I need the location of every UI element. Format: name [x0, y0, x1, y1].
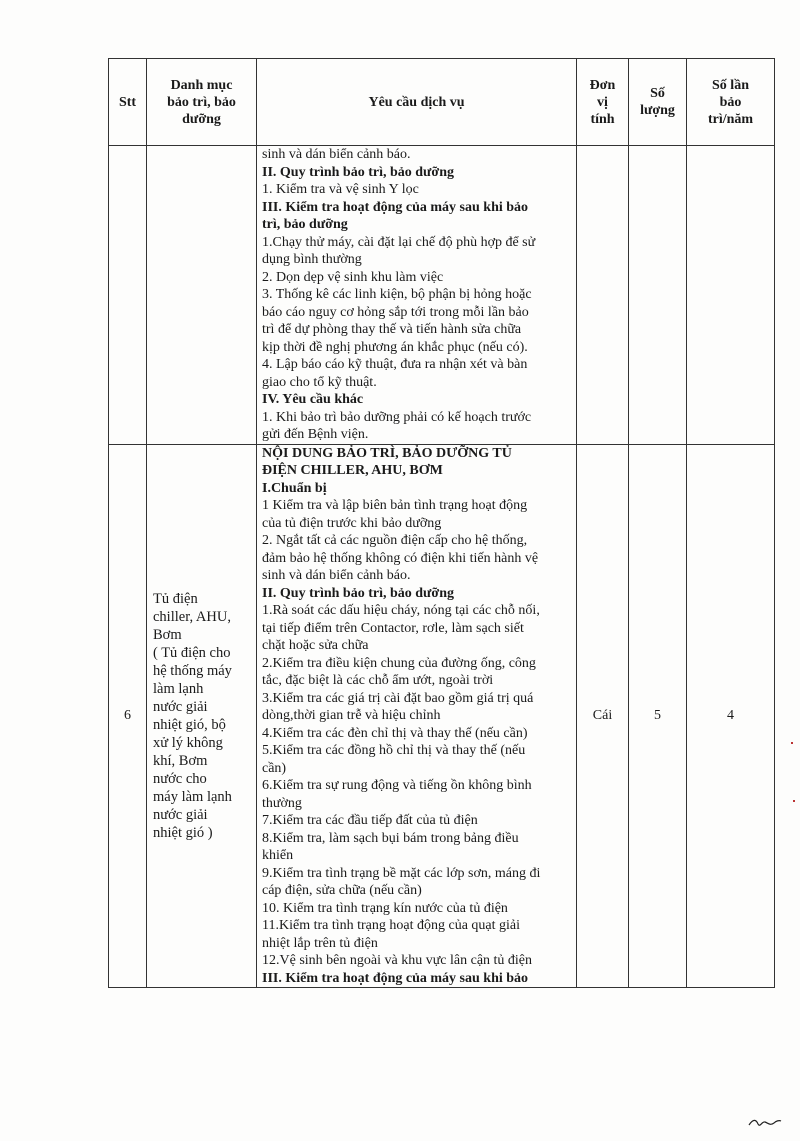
request-line: 4.Kiểm tra các đèn chỉ thị và thay thế (nếu cần) [262, 725, 528, 741]
section-heading: NỘI DUNG BẢO TRÌ, BẢO DƯỠNG TỦ [262, 445, 512, 461]
cell-stt: 6 [109, 444, 147, 988]
cell-quantity [629, 146, 687, 445]
cell-times: 4 [687, 444, 775, 988]
header-unit-line: vị [597, 94, 608, 110]
cell-request [257, 444, 577, 988]
header-unit [577, 59, 629, 146]
request-line: 2. Dọn dẹp vệ sinh khu làm việc [262, 269, 444, 285]
request-line: kịp thời đề nghị phương án khắc phục (nếu có). [262, 339, 528, 355]
section-heading: II. Quy trình bảo trì, bảo dưỡng [262, 585, 454, 601]
category-line: nước giải [153, 806, 208, 823]
request-line: sinh và dán biển cảnh báo. [262, 568, 411, 583]
request-line: 6.Kiểm tra sự rung động và tiếng ồn không bình [262, 778, 532, 793]
request-line: chặt hoặc sửa chữa [262, 638, 369, 653]
table-row [109, 146, 775, 445]
cell-unit [577, 146, 629, 445]
header-quantity-line: Số [650, 86, 665, 101]
section-heading: IV. Yêu cầu khác [262, 392, 364, 407]
request-line: cần) [262, 760, 287, 776]
header-stt: Stt [109, 59, 147, 146]
category-line: nhiệt gió ) [153, 824, 213, 841]
header-unit-line: Đơn [589, 77, 616, 93]
category-line: xử lý không [153, 734, 223, 751]
header-request: Yêu cầu dịch vụ [257, 59, 577, 146]
request-line: của tủ điện trước khi bảo dưỡng [262, 515, 442, 531]
section-heading: trì, bảo dưỡng [262, 217, 348, 232]
request-line: khiển [262, 848, 294, 863]
request-line: 1 Kiểm tra và lập biên bản tình trạng hoạt động [262, 498, 528, 513]
header-category [147, 59, 257, 146]
request-line: gửi đến Bệnh viện. [262, 427, 369, 442]
request-line: 1. Kiểm tra và vệ sinh Y lọc [262, 182, 419, 197]
category-line: máy làm lạnh [153, 788, 232, 805]
request-line: đảm bảo hệ thống không có điện khi tiến hành vệ [262, 550, 539, 566]
category-line: khí, Bơm [153, 752, 208, 769]
header-times-line: Số lần [712, 77, 749, 93]
header-unit-line: tính [590, 111, 615, 127]
request-line: 8.Kiểm tra, làm sạch bụi bám trong bảng điều [262, 830, 519, 846]
scan-speck [793, 800, 795, 802]
request-line: 3.Kiểm tra các giá trị cài đặt bao gồm giá trị quá [262, 690, 534, 706]
cell-category [147, 444, 257, 988]
request-line: 2. Ngắt tất cả các nguồn điện cấp cho hệ thống, [262, 533, 528, 548]
cell-request [257, 146, 577, 445]
request-line: 5.Kiểm tra các đồng hồ chỉ thị và thay thế (nếu [262, 743, 526, 758]
request-line: dòng,thời gian trễ và hiệu chỉnh [262, 708, 441, 723]
request-line: báo cáo nguy cơ hỏng sắp tới trong mỗi lần bảo [262, 304, 529, 320]
request-line: 7.Kiểm tra các đầu tiếp đất của tủ điện [262, 813, 478, 828]
request-line: dụng bình thường [262, 252, 362, 267]
cell-times [687, 146, 775, 445]
category-line: Bơm [153, 626, 182, 643]
category-line: nhiệt gió, bộ [153, 716, 226, 733]
request-line: trì để dự phòng thay thế và tiến hành sửa chữa [262, 322, 522, 337]
request-line: 4. Lập báo cáo kỹ thuật, đưa ra nhận xét và bàn [262, 357, 528, 372]
request-line: sinh và dán biển cảnh báo. [262, 147, 411, 162]
section-heading: III. Kiểm tra hoạt động của máy sau khi bảo [262, 970, 529, 986]
header-category-line: Danh mục [170, 77, 233, 93]
request-line: 9.Kiểm tra tình trạng bề mặt các lớp sơn, máng đi [262, 865, 541, 881]
request-line: 11.Kiểm tra tình trạng hoạt động của quạt giải [262, 918, 521, 933]
request-line: tắc, đặc biệt là các chỗ ẩm ướt, ngoài trời [262, 673, 494, 688]
section-heading: III. Kiểm tra hoạt động của máy sau khi bảo [262, 199, 529, 215]
request-line: giao cho tổ kỹ thuật. [262, 374, 377, 390]
cell-quantity: 5 [629, 444, 687, 988]
request-line: cáp điện, sửa chữa (nếu cần) [262, 883, 422, 898]
request-line: 3. Thống kê các linh kiện, bộ phận bị hỏng hoặc [262, 287, 532, 302]
header-times-line: bảo [719, 94, 742, 110]
section-heading: I.Chuẩn bị [262, 480, 327, 496]
category-line: nước cho [153, 770, 207, 787]
cell-stt [109, 146, 147, 445]
request-line: thường [262, 795, 302, 811]
header-times-line: trì/năm [707, 111, 754, 127]
header-category-line: dưỡng [182, 111, 221, 127]
cell-unit: Cái [577, 444, 629, 988]
request-line: 1. Khi bảo trì bảo dưỡng phải có kế hoạch trước [262, 409, 532, 425]
header-quantity [629, 59, 687, 146]
category-line: Tủ điện [153, 590, 198, 607]
request-line: nhiệt lắp trên tủ điện [262, 935, 378, 951]
section-heading: II. Quy trình bảo trì, bảo dưỡng [262, 164, 454, 180]
category-line: chiller, AHU, [153, 608, 231, 625]
category-line: ( Tủ điện cho [153, 644, 231, 661]
category-line: nước giải [153, 698, 208, 715]
request-line: 1.Chạy thử máy, cài đặt lại chế độ phù hợp để sử [262, 234, 536, 250]
category-line: làm lạnh [153, 680, 204, 697]
cell-category [147, 146, 257, 445]
request-line: 10. Kiểm tra tình trạng kín nước của tủ điện [262, 900, 508, 916]
scan-speck [791, 742, 793, 744]
header-times [687, 59, 775, 146]
signature-mark [748, 1115, 782, 1129]
header-row [109, 59, 775, 146]
request-line: 1.Rà soát các dấu hiệu cháy, nóng tại các chỗ nối, [262, 603, 540, 618]
category-line: hệ thống máy [153, 662, 232, 679]
request-line: 2.Kiểm tra điều kiện chung của đường ống, công [262, 655, 536, 671]
section-heading: ĐIỆN CHILLER, AHU, BƠM [262, 463, 443, 478]
header-category-line: bảo trì, bảo [167, 94, 236, 110]
header-quantity-line: lượng [640, 103, 675, 118]
table-row [109, 444, 775, 988]
request-line: tại tiếp điểm trên Contactor, rơle, làm sạch siết [262, 620, 524, 636]
request-line: 12.Vệ sinh bên ngoài và khu vực lân cận tủ điện [262, 953, 533, 968]
maintenance-table [108, 58, 775, 988]
